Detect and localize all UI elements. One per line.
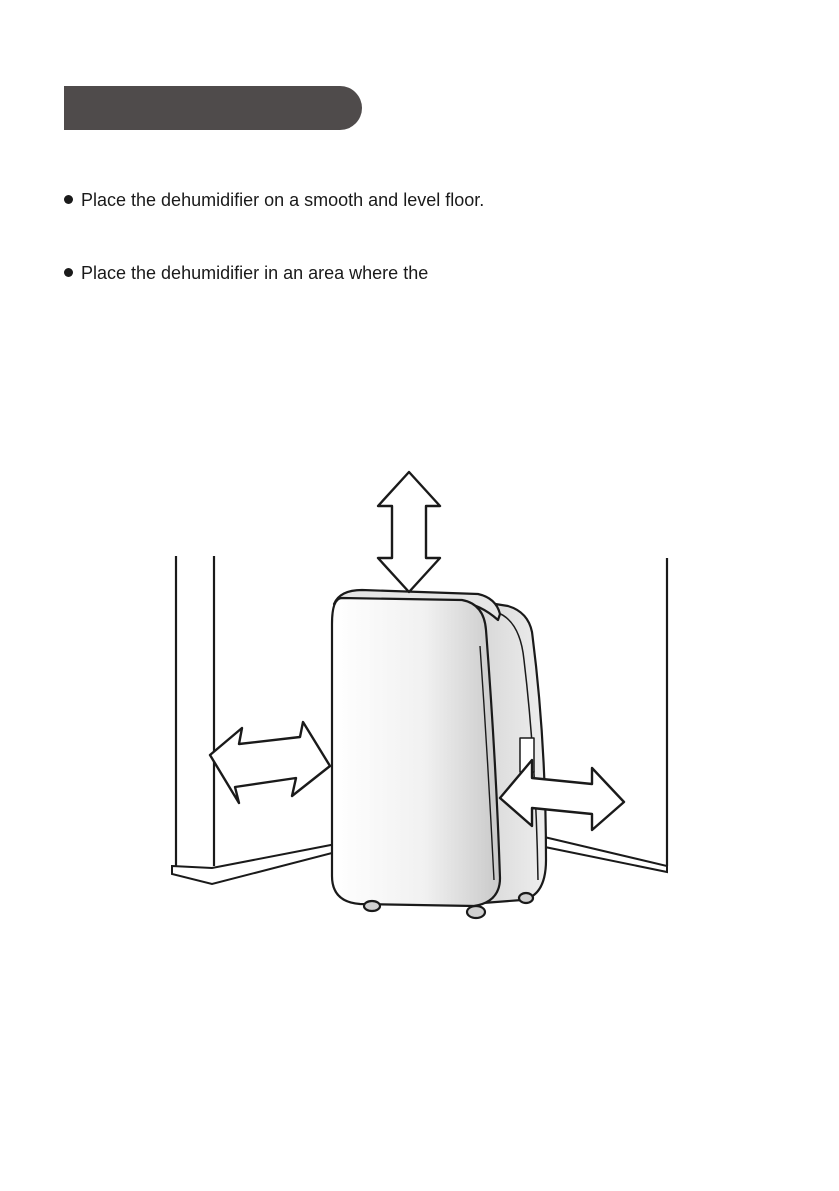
- instruction-item-placement-area: [64, 262, 428, 284]
- section-header-bar: [64, 86, 362, 130]
- wall-left-icon: [176, 556, 214, 866]
- instruction-item-level-floor: [64, 189, 484, 211]
- up-down-arrow-icon: [378, 472, 440, 592]
- dehumidifier-icon: [332, 590, 546, 918]
- instruction-text: Place the dehumidifier in an area where the: [81, 263, 429, 283]
- left-right-arrow-left-icon: [210, 722, 330, 803]
- bullet-icon: [64, 195, 73, 204]
- dehumidifier-placement-illustration: [160, 468, 680, 928]
- bullet-icon: [64, 268, 73, 277]
- instruction-text: Place the dehumidifier on a smooth and level floor.: [81, 190, 485, 210]
